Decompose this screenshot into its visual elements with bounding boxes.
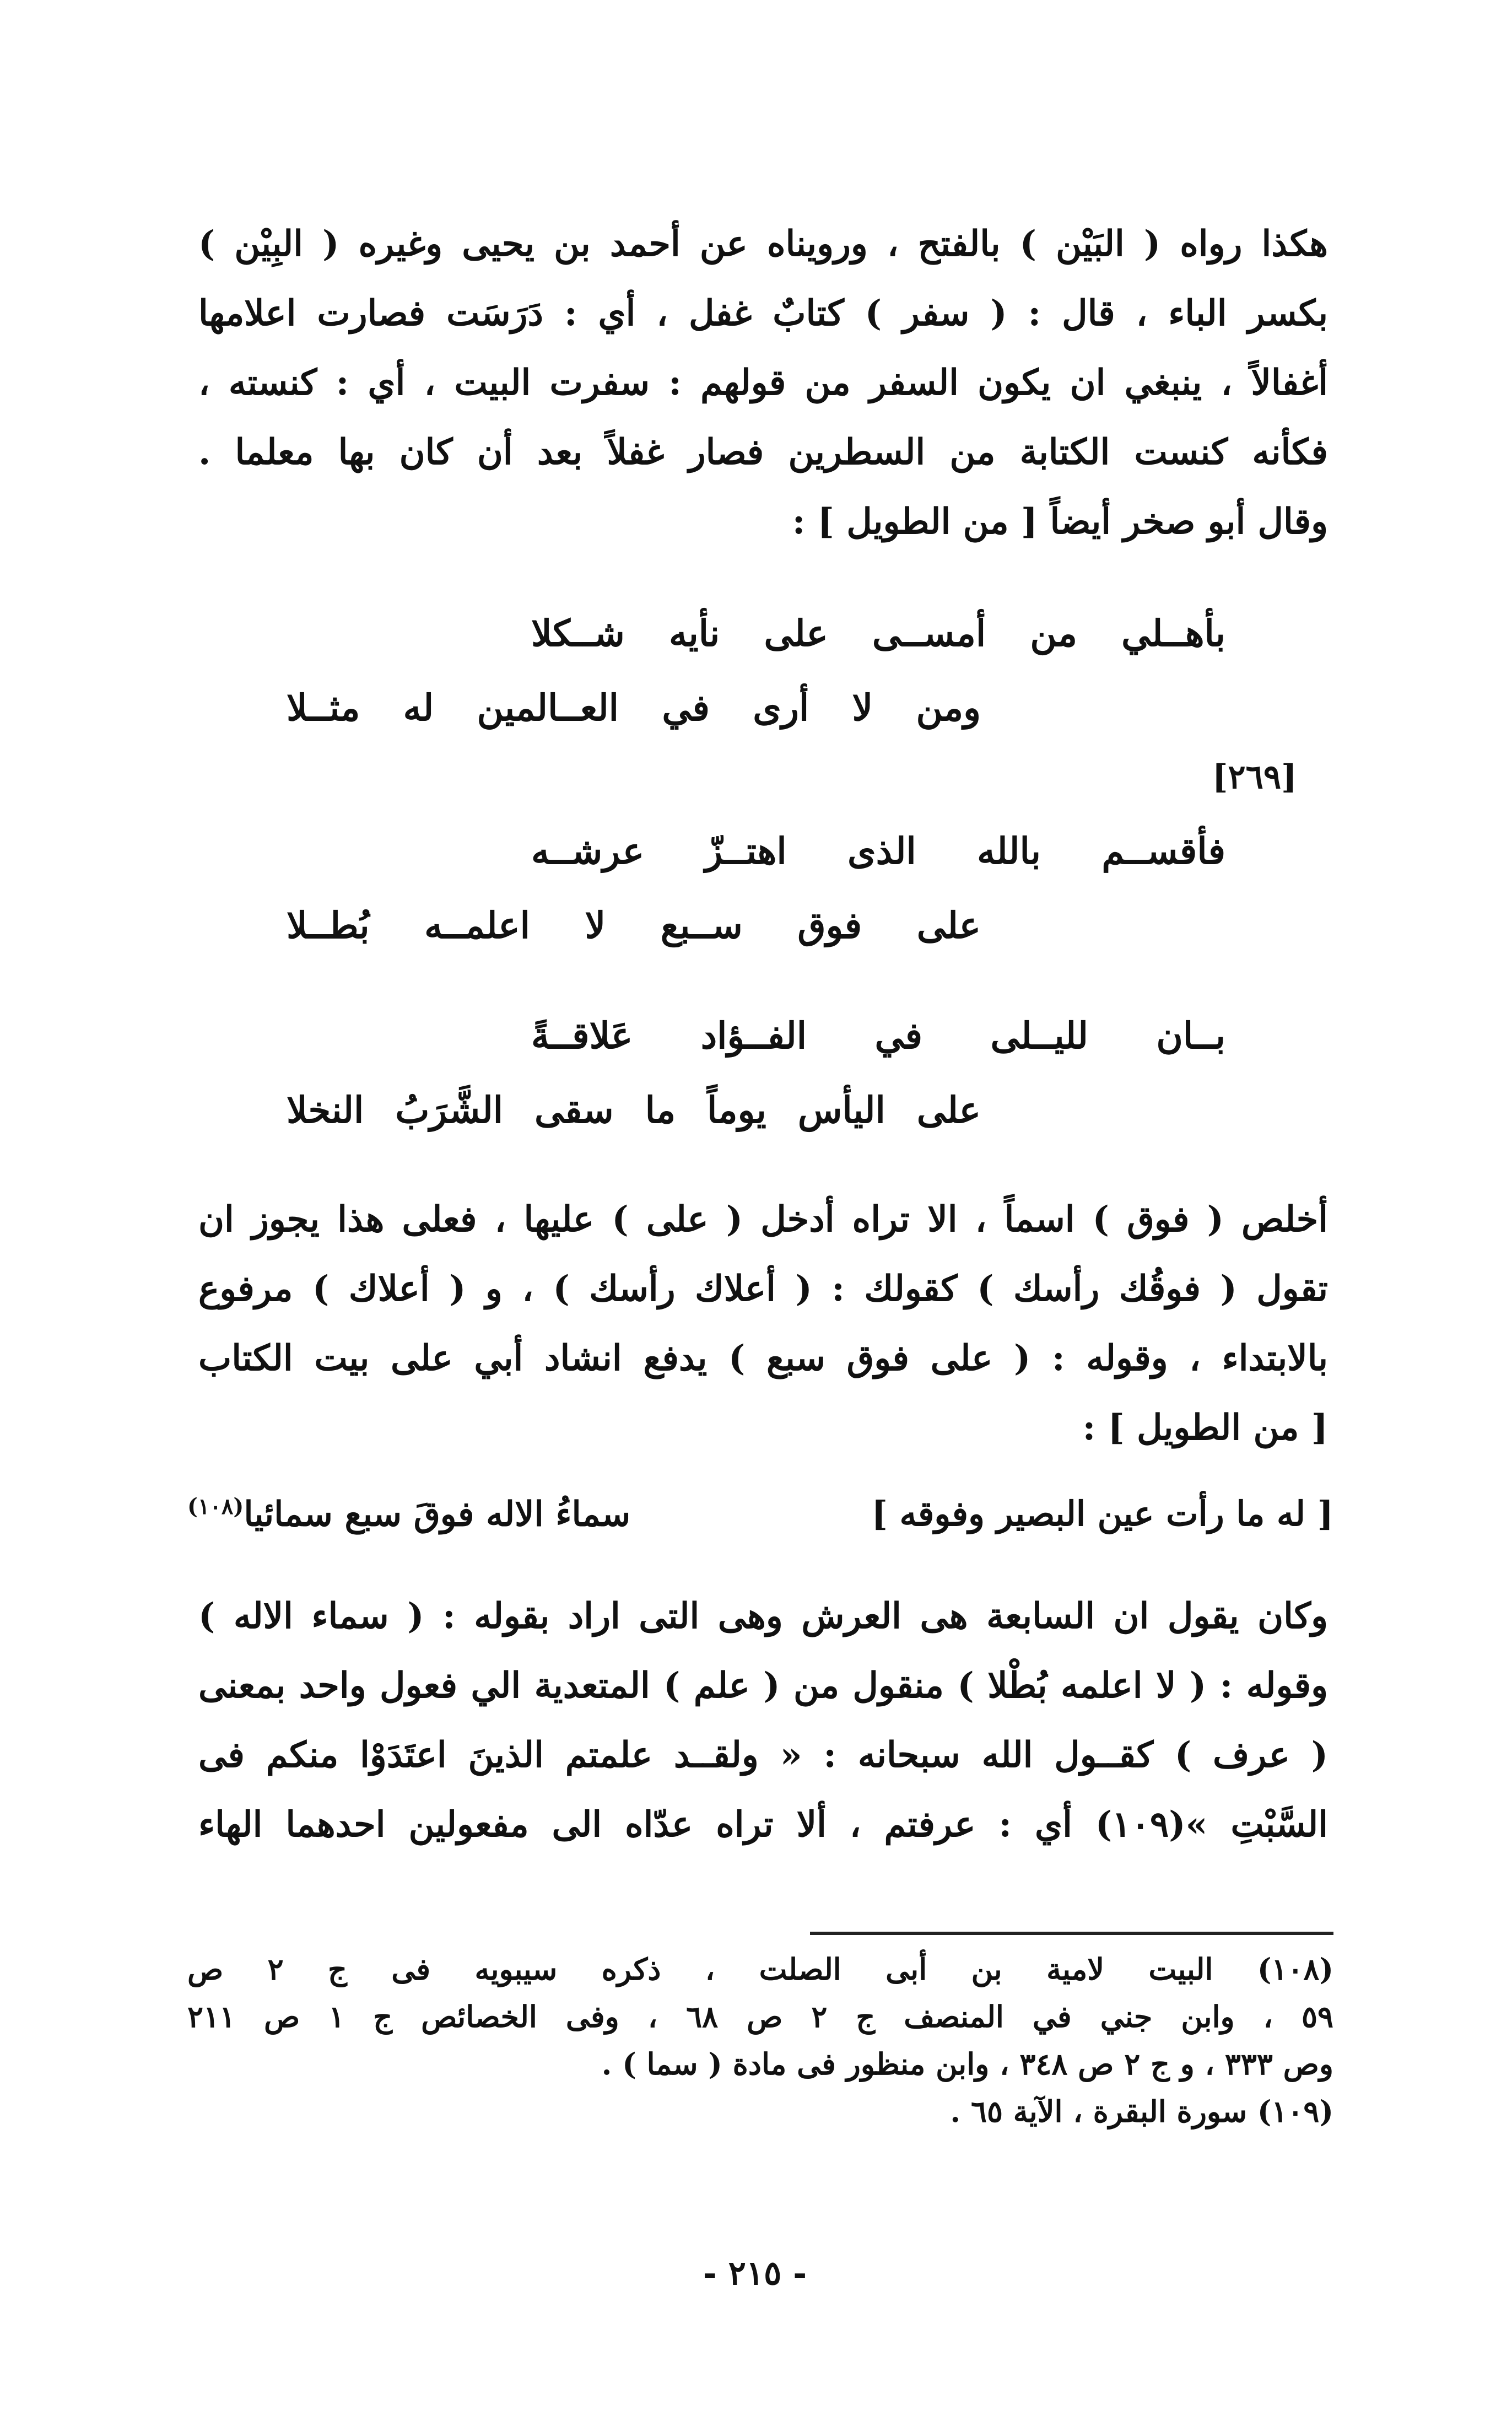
paragraph-3 [198, 1582, 1328, 1859]
text-line: [ من الطويل ] : [1082, 1407, 1328, 1448]
text-line: أغفالاً ، ينبغي ان يكون السفر من قولهم : سفرت البيت ، أي : كنسته ، [198, 362, 1328, 403]
text-line: فكأنه كنست الكتابة من السطرين فصار غفلاً بعد أن كان بها معلما . [198, 432, 1328, 473]
verse-2-second-hemistich: على فوق ســبع لا اعلمــه بُطــلا [287, 904, 981, 947]
footnote-line: وص ٣٣٣ ، و ج ٢ ص ٣٤٨ ، وابن منظور فى مادة ( سما ) . [601, 2046, 1333, 2082]
text-line: وقوله : ( لا اعلمه بُطْلا ) منقول من ( علم ) المتعدية الي فعول واحد بمعنى [198, 1665, 1328, 1706]
text-line: السَّبْتِ »(١٠٩) أي : عرفتم ، ألا تراه عدّاه الى مفعولين احدهما الهاء [198, 1804, 1329, 1845]
paragraph-1 [198, 209, 1328, 557]
footnote-line: (١٠٨) البيت لامية بن أبى الصلت ، ذكره سيبويه فى ج ٢ ص [187, 1952, 1333, 1987]
text-line: وقال أبو صخر أيضاً [ من الطويل ] : [792, 501, 1328, 542]
quoted-verse-first-half: [ له ما رأت عين البصير وفوقه ] [871, 1494, 1333, 1534]
manuscript-page-marker: [٢٦٩] [1212, 758, 1297, 796]
footnotes [187, 1945, 1333, 2135]
text-line: هكذا رواه ( البَيْن ) بالفتح ، ورويناه عن أحمد بن يحيى وغيره ( البِيْن ) [198, 223, 1328, 265]
text-line: بكسر الباء ، قال : ( سفر ) كتابٌ غفل ، أي : دَرَسَت فصارت اعلامها [198, 293, 1329, 334]
verse-1-first-hemistich: بأهــلي من أمســى على نأيه شــكلا [531, 612, 1225, 655]
footnote-separator [810, 1932, 1333, 1935]
verse-1-second-hemistich: ومن لا أرى في العــالمين له مثــلا [287, 686, 981, 729]
quoted-verse [187, 1494, 1333, 1554]
text-line: ( عرف ) كقــول الله سبحانه : « ولقــد علمتم الذينَ اعتَدَوْا منكم فى [198, 1734, 1328, 1776]
verse-3-first-hemistich: بــان لليــلى في الفــؤاد عَلاقــةً [531, 1014, 1225, 1057]
paragraph-2 [198, 1185, 1328, 1463]
footnote-line: ٥٩ ، وابن جني في المنصف ج ٢ ص ٦٨ ، وفى الخصائص ج ١ ص ٢١١ [187, 1999, 1333, 2034]
text-line: بالابتداء ، وقوله : ( على فوق سبع ) يدفع انشاد أبي على بيت الكتاب [198, 1338, 1328, 1379]
footnote-line: (١٠٩) سورة البقرة ، الآية ٦٥ . [950, 2094, 1333, 2129]
page-number: - ٢١٥ - [703, 2254, 807, 2293]
text-line: أخلص ( فوق ) اسماً ، الا تراه أدخل ( على ) عليها ، فعلى هذا يجوز ان [198, 1199, 1328, 1240]
verse-2-first-hemistich: فأقســم بالله الذى اهتــزّ عرشــه [531, 829, 1225, 872]
text-line: تقول ( فوقُك رأسك ) كقولك : ( أعلاك رأسك ) ، و ( أعلاك ) مرفوع [198, 1268, 1328, 1309]
quoted-verse-text: سماءُ الاله فوقَ سبع سمائيا [244, 1494, 631, 1534]
footnote-ref-108: (١٠٨) [187, 1494, 244, 1519]
quoted-verse-second-half [187, 1494, 630, 1534]
verse-3-second-hemistich: على اليأس يوماً ما سقى الشَّرَبُ النخلا [287, 1088, 981, 1131]
text-line: وكان يقول ان السابعة هى العرش وهى التى اراد بقوله : ( سماء الاله ) [198, 1595, 1328, 1637]
